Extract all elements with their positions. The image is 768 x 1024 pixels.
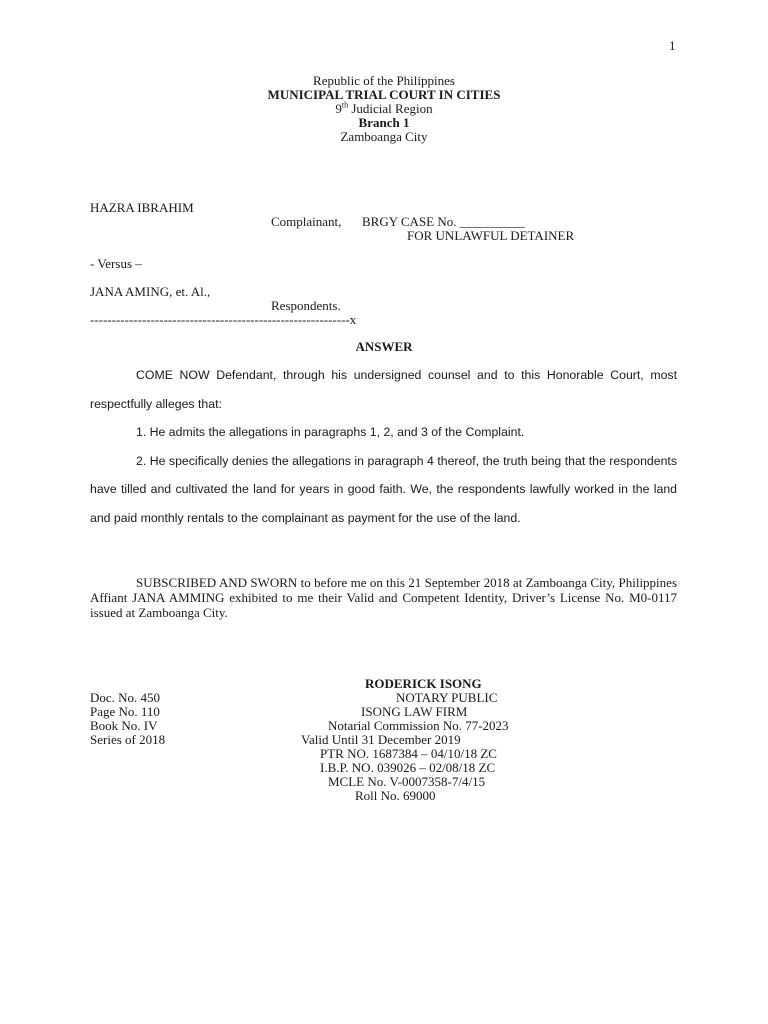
page-number: 1	[669, 38, 676, 53]
paragraph-1: 1. He admits the allegations in paragraphs 1, 2, and 3 of the Complaint.	[136, 425, 525, 439]
respondent-name: JANA AMING, et. Al.,	[90, 284, 211, 299]
notary-ibp: I.B.P. NO. 039026 – 02/08/18 ZC	[320, 760, 496, 775]
paragraph-2: 2. He specifically denies the allegations in paragraph 4 thereof, the truth being that the respondents have tilled and cultivated the land for years in good faith. We, the respondents lawfully worked in the land and paid monthly rentals to the complainant as payment for the use of the land.	[90, 453, 677, 525]
branch-line: Branch 1	[358, 115, 410, 130]
republic-line: Republic of the Philippines	[313, 73, 455, 88]
page-number-ref: Page No. 110	[90, 704, 160, 719]
notary-firm: ISONG LAW FIRM	[361, 704, 468, 719]
case-number: BRGY CASE No. __________	[362, 214, 525, 229]
intro-paragraph: COME NOW Defendant, through his undersigned counsel and to this Honorable Court, most respectfully alleges that:	[90, 368, 677, 411]
respondent-role: Respondents.	[271, 298, 341, 313]
versus-line: - Versus –	[90, 256, 142, 271]
caption-divider: ------------------------------------------------------------x	[90, 312, 357, 327]
notary-validity: Valid Until 31 December 2019	[301, 732, 461, 747]
complainant-name: HAZRA IBRAHIM	[90, 200, 194, 215]
notary-roll: Roll No. 69000	[355, 788, 436, 803]
notary-name: RODERICK ISONG	[365, 676, 482, 691]
city-line: Zamboanga City	[340, 129, 428, 144]
doc-number: Doc. No. 450	[90, 690, 161, 705]
series-year: Series of 2018	[90, 732, 166, 747]
notary-mcle: MCLE No. V-0007358-7/4/15	[328, 774, 486, 789]
notary-commission: Notarial Commission No. 77-2023	[328, 718, 509, 733]
court-name: MUNICIPAL TRIAL COURT IN CITIES	[267, 87, 501, 102]
jurat-paragraph: SUBSCRIBED AND SWORN to before me on this 21 September 2018 at Zamboanga City, Philippines Affiant JANA AMMING exhibited to me their Valid and Competent Identity, Driver’s License No. M0-0117 issued at Zamboanga City.	[90, 575, 677, 620]
notary-ptr: PTR NO. 1687384 – 04/10/18 ZC	[320, 746, 497, 761]
case-type: FOR UNLAWFUL DETAINER	[407, 228, 575, 243]
judicial-region: 9th Judicial Region	[335, 100, 433, 116]
book-number: Book No. IV	[90, 718, 158, 733]
document-title: ANSWER	[355, 339, 413, 354]
answer-body	[90, 361, 677, 532]
complainant-role: Complainant,	[271, 214, 342, 229]
notary-title: NOTARY PUBLIC	[396, 690, 498, 705]
